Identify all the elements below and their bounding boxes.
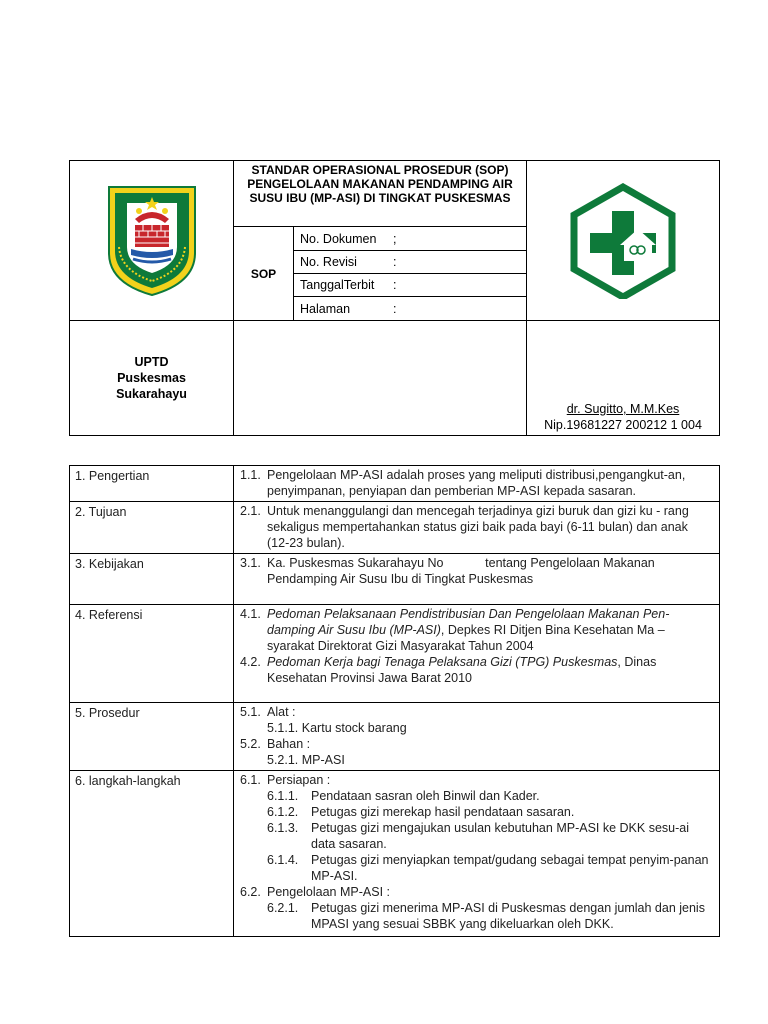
item-text: Petugas gizi menerima MP-ASI di Puskesmas dengan jumlah dan jenis MPASI yang sesuai SBBK yang dikeluarkan oleh DKK. bbox=[311, 901, 705, 931]
item-text: Pengelolaan MP-ASI adalah proses yang meliputi distribusi,pengangkut-an, penyimpanan, penyiapan dan pemberian MP-ASI kepada sasaran. bbox=[267, 468, 686, 498]
item-text: Bahan : bbox=[267, 737, 311, 751]
regency-logo-cell bbox=[70, 161, 234, 321]
section-key: 5. Prosedur bbox=[70, 703, 234, 771]
item-text: Pengelolaan MP-ASI : bbox=[267, 885, 390, 899]
reference-title: Pedoman Pelaksanaan Pendistribusian Dan Pengelolaan Makanan Pen- bbox=[267, 607, 670, 621]
table-row bbox=[70, 605, 720, 703]
field-separator: : bbox=[393, 255, 397, 269]
section-key: 3. Kebijakan bbox=[70, 554, 234, 605]
table-row bbox=[70, 771, 720, 937]
blank-cell bbox=[234, 321, 527, 436]
field-label: No. Revisi bbox=[300, 255, 357, 269]
field-label: TanggalTerbit bbox=[300, 278, 375, 292]
item-text: Untuk menanggulangi dan mencegah terjadinya gizi buruk dan gizi ku - rang sekaligus mempertahankan status gizi baik pada bayi (6-11 bulan) dan anak (12-23 bulan). bbox=[267, 504, 689, 550]
table-row bbox=[70, 466, 720, 502]
puskesmas-emblem-icon bbox=[568, 183, 678, 299]
table-row bbox=[70, 554, 720, 605]
item-text: Kartu stock barang bbox=[301, 721, 407, 735]
section-value bbox=[234, 703, 720, 771]
item-number: 6.1. bbox=[240, 773, 261, 787]
sop-header-table bbox=[69, 160, 720, 436]
item-number: 6.1.4. bbox=[267, 853, 299, 867]
item-number: 6.1.3. bbox=[267, 821, 299, 835]
signature-block bbox=[527, 321, 720, 436]
item-number: 1.1. bbox=[240, 468, 261, 482]
item-number: 5.2. bbox=[240, 737, 261, 751]
item-number: 5.1.1. bbox=[267, 721, 299, 735]
field-no-revisi bbox=[294, 251, 527, 274]
regency-emblem-icon bbox=[105, 183, 199, 299]
sop-content-table bbox=[69, 465, 720, 937]
signer-nip: Nip.19681227 200212 1 004 bbox=[544, 418, 702, 432]
field-separator: ; bbox=[393, 231, 397, 246]
item-text: MP-ASI bbox=[301, 753, 345, 767]
item-text: Persiapan : bbox=[267, 773, 331, 787]
item-number: 5.1. bbox=[240, 705, 261, 719]
reference-detail: , Depkes RI Ditjen Bina Kesehatan Ma – syarakat Direktorat Gizi Masyarakat Tahun 2004 bbox=[267, 623, 665, 653]
section-key: 4. Referensi bbox=[70, 605, 234, 703]
field-halaman bbox=[294, 297, 527, 321]
item-number: 6.2. bbox=[240, 885, 261, 899]
section-value bbox=[234, 605, 720, 703]
item-number: 6.1.2. bbox=[267, 805, 299, 819]
section-value bbox=[234, 466, 720, 502]
item-number: 4.2. bbox=[240, 655, 261, 669]
field-no-dokumen bbox=[294, 227, 527, 251]
section-value bbox=[234, 771, 720, 937]
reference-detail: , Dinas Kesehatan Provinsi Jawa Barat 2010 bbox=[267, 655, 657, 685]
field-label: Halaman bbox=[300, 301, 351, 316]
puskesmas-logo-cell bbox=[527, 161, 720, 321]
item-number: 2.1. bbox=[240, 504, 261, 518]
section-value bbox=[234, 502, 720, 554]
section-key: 1. Pengertian bbox=[70, 466, 234, 502]
table-row bbox=[70, 502, 720, 554]
section-value bbox=[234, 554, 720, 605]
org-line: Puskesmas bbox=[117, 371, 186, 385]
organization-name bbox=[70, 321, 234, 436]
field-separator: : bbox=[393, 301, 397, 316]
signer-name: dr. Sugitto, M.M.Kes bbox=[566, 402, 680, 416]
field-separator: : bbox=[393, 278, 397, 292]
reference-title: damping Air Susu Ibu (MP-ASI) bbox=[267, 623, 441, 637]
item-text: Alat : bbox=[267, 705, 296, 719]
item-text: Petugas gizi menyiapkan tempat/gudang sebagai tempat penyim-panan MP-ASI. bbox=[311, 853, 709, 883]
item-number: 5.2.1. bbox=[267, 753, 299, 767]
item-number: 3.1. bbox=[240, 556, 261, 570]
org-line: Sukarahayu bbox=[116, 387, 187, 401]
item-text: Petugas gizi merekap hasil pendataan sasaran. bbox=[311, 805, 575, 819]
table-row bbox=[70, 703, 720, 771]
item-text: Pendataan sasran oleh Binwil dan Kader. bbox=[311, 789, 540, 803]
section-key: 2. Tujuan bbox=[70, 502, 234, 554]
item-number: 6.1.1. bbox=[267, 789, 299, 803]
item-number: 6.2.1. bbox=[267, 901, 299, 915]
sop-label: SOP bbox=[234, 227, 294, 321]
org-line: UPTD bbox=[134, 355, 169, 369]
item-number: 4.1. bbox=[240, 607, 261, 621]
section-key: 6. langkah-langkah bbox=[70, 771, 234, 937]
document-title: STANDAR OPERASIONAL PROSEDUR (SOP) PENGELOLAAN MAKANAN PENDAMPING AIR SUSU IBU (MP-ASI) DI TINGKAT PUSKESMAS bbox=[234, 161, 527, 227]
field-label: No. Dokumen bbox=[300, 231, 377, 246]
item-text: Ka. Puskesmas Sukarahayu No tentang Pengelolaan Makanan Pendamping Air Susu Ibu di Tingkat Puskesmas bbox=[267, 556, 659, 586]
item-text: Petugas gizi mengajukan usulan kebutuhan MP-ASI ke DKK sesu-ai data sasaran. bbox=[311, 821, 689, 851]
reference-title: Pedoman Kerja bagi Tenaga Pelaksana Gizi (TPG) Puskesmas bbox=[267, 655, 618, 669]
field-tanggal-terbit bbox=[294, 274, 527, 297]
